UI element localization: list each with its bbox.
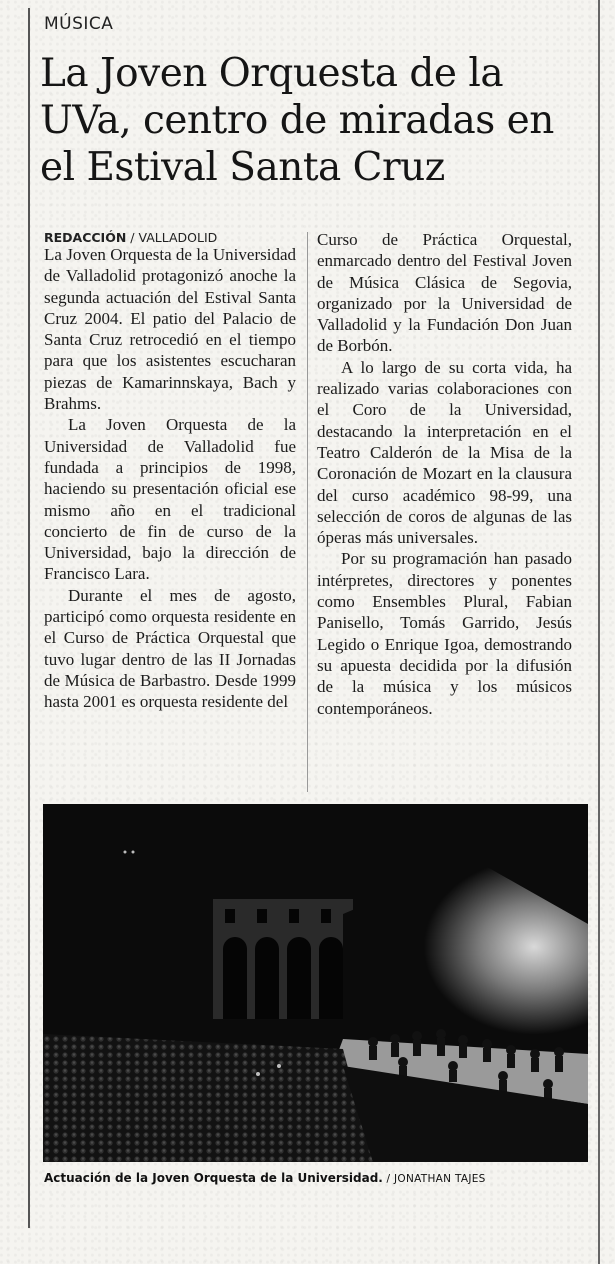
section-label: MÚSICA (44, 14, 114, 34)
paragraph: Curso de Práctica Orquestal, enmarcado dentro del Festival Joven de Música Clásica de Segovia, organizado por la Universidad de Valladolid y la Fundación Don Juan de Borbón. (317, 230, 572, 356)
photo-credit: / JONATHAN TAJES (382, 1173, 486, 1185)
byline-author: REDACCIÓN (44, 230, 127, 245)
byline-location: VALLADOLID (138, 230, 218, 245)
paragraph: La Joven Orquesta de la Universidad de Valladolid fue fundada a principios de 1998, haciendo su presentación oficial ese mismo año en el tradicional concierto de fin de curso de la Universidad, bajo la dirección de Francisco Lara. (44, 415, 296, 584)
left-column-rule (28, 8, 30, 1228)
paragraph: A lo largo de su corta vida, ha realizado varias colaboraciones con el Coro de la Universidad, destacando la interpretación en el Teatro Calderón de la Misa de la Coronación de Mozart en la clausura del curso académico 98-99, una selección de coros de algunas de las óperas más universales. (317, 357, 572, 548)
article-column-2 (317, 229, 572, 719)
caption-text: Actuación de la Joven Orquesta de la Universidad. (44, 1171, 383, 1185)
paragraph: Durante el mes de agosto, participó como orquesta residente en el Curso de Práctica Orquestal que tuvo lugar dentro de las II Jornadas de Música de Barbastro. Desde 1999 hasta 2001 es orquesta residente del (44, 585, 296, 712)
paragraph: La Joven Orquesta de la Universidad de Valladolid protagonizó anoche la segunda actuación del Estival Santa Cruz 2004. El patio del Palacio de Santa Cruz retrocedió en el tiempo para que los asistentes escucharan piezas de Kamarinnskaya, Bach y Brahms. (44, 245, 296, 414)
column-divider (307, 232, 308, 792)
right-page-rule (598, 0, 600, 1264)
paragraph: Por su programación han pasado intérpretes, directores y ponentes como Ensembles Plural, Fabian Panisello, Tomás Garrido, Jesús Legido o Enrique Igoa, demostrando su apuesta decidida por la difusión de la música y los músicos contemporáneos. (317, 549, 572, 718)
concert-photo (43, 804, 588, 1162)
headline: La Joven Orquesta de la UVa, centro de miradas en el Estival Santa Cruz (40, 51, 554, 190)
photo-caption (44, 1171, 589, 1185)
byline-separator: / (126, 230, 139, 245)
article-column-1 (44, 244, 296, 713)
byline (44, 230, 217, 245)
